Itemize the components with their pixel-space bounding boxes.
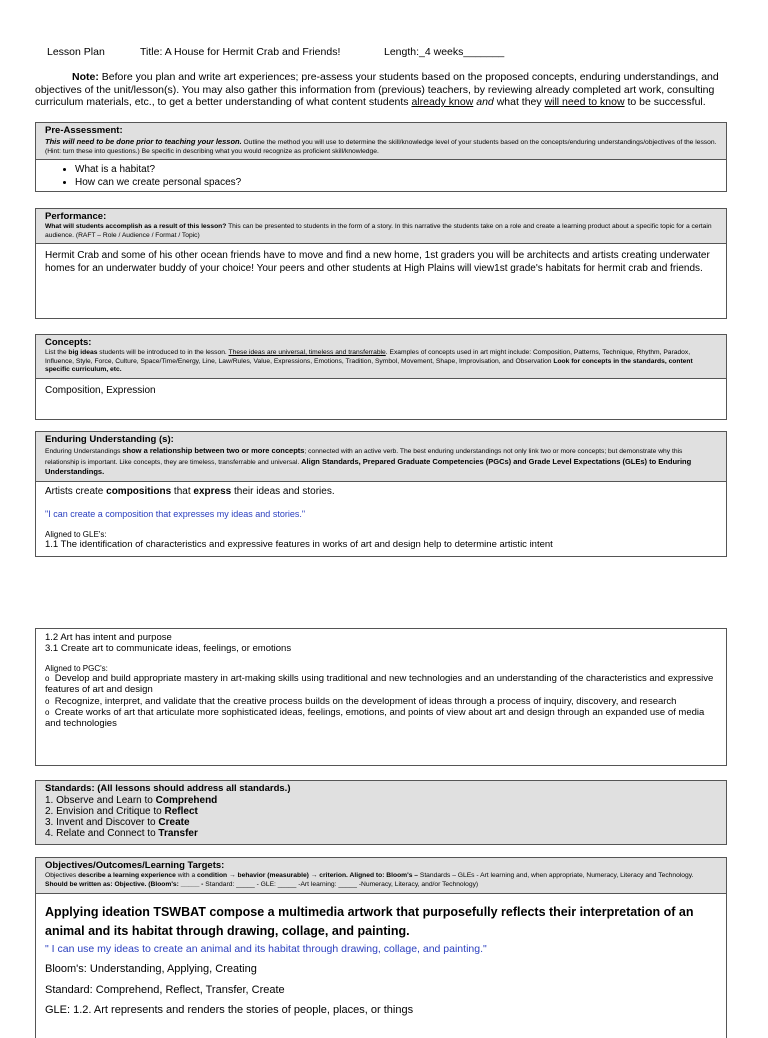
pre-assessment-description: This will need to be done prior to teaching your lesson. Outline the method you will use to determine the skill/knowledge level of your students based on the concepts/enduring understandings/objectives of the lesson. (Hint: turn these into questions.) Be specific in describing what you would recognize as proficient skill/knowledge.	[45, 136, 717, 155]
concepts-description: List the big ideas students will be introduced to in the lesson. These ideas are universal, timeless and transferrable. Examples of concepts used in art might include: Composition, Patterns, Technique, Rhythm, Paradox, Influence, Style, Force, Culture, Space/Time/Energy, Line, Law/Rules, Value, Expressions, Emotions, Tradition, Symbol, Movement, Shape, Improvisation, and Observation Look for concepts in the standards, content specific curriculum, etc.	[45, 348, 693, 374]
pre-assessment-title: Pre-Assessment:	[45, 125, 123, 136]
note-and: and	[473, 96, 497, 109]
standard-item: 1. Observe and Learn to Comprehend	[45, 794, 218, 806]
standard-item: 3. Invent and Discover to Create	[45, 816, 190, 828]
standards-content	[36, 781, 726, 844]
pgc-item: o Develop and build appropriate mastery in art-making skills using traditional and new technologies and an understanding of the characteristics and expressive features of art and design	[45, 672, 714, 696]
objectives-title: Objectives/Outcomes/Learning Targets:	[45, 860, 225, 871]
performance-header	[36, 209, 726, 244]
concepts-text: Composition, Expression	[45, 385, 156, 397]
enduring-title: Enduring Understanding (s):	[45, 434, 174, 445]
enduring-understanding-section	[35, 431, 727, 557]
objectives-section	[35, 857, 727, 1038]
note-end: to be successful.	[624, 96, 706, 109]
standards-section	[35, 780, 727, 845]
note-text: Before you plan and write art experiences; pre-assess your students based on the proposed concepts, enduring understandings, and objectives of the unit/lesson(s). You may also gather this information from (previous) teachers, by reviewing already completed art work, consulting curriculum materials, etc., to get a better understanding of what content students	[35, 71, 719, 109]
concepts-section	[35, 334, 727, 420]
performance-title: Performance:	[45, 211, 107, 222]
objective-gle: GLE: 1.2. Art represents and renders the stories of people, places, or things	[45, 1004, 414, 1017]
aligned-gle-label: Aligned to GLE's:	[45, 529, 107, 539]
objective-main: Applying ideation TSWBAT compose a multimedia artwork that purposefully reflects their interpretation of an animal and its habitat through drawing, collage, and painting.	[45, 905, 694, 939]
objectives-body	[36, 894, 726, 1021]
concepts-title: Concepts:	[45, 337, 92, 348]
standards-title: Standards: (All lessons should address all standards.)	[45, 783, 291, 794]
pgc-item: o Create works of art that articulate more sophisticated ideas, feelings, emotions, and points of view about art and design through an expanded use of media and technologies	[45, 706, 705, 730]
performance-section	[35, 208, 727, 319]
objectives-header	[36, 858, 726, 894]
concepts-body	[36, 379, 726, 419]
pre-assessment-header	[36, 123, 726, 160]
aligned-pgc-label: Aligned to PGC's:	[45, 663, 108, 673]
enduring-statement: Artists create compositions that express their ideas and stories.	[45, 486, 335, 498]
gle-3-1: 3.1 Create art to communicate ideas, feelings, or emotions	[45, 643, 292, 655]
standard-item: 4. Relate and Connect to Transfer	[45, 827, 198, 839]
note-already-know: already know	[411, 96, 474, 109]
performance-description: What will students accomplish as a result of this lesson? This can be presented to students in the form of a story. In this narrative the students take on a role and create a learning product about a specific topic for a certain audience. (RAFT – Role / Audience / Format / Topic)	[45, 222, 712, 239]
note-need-to-know: will need to know	[544, 96, 625, 109]
pgc-item: o Recognize, interpret, and validate that the creative process builds on the development of ideas through a process of inquiry, discovery, and research	[45, 695, 677, 707]
objective-i-can: " I can use my ideas to create an animal and its habitat through drawing, collage, and painting."	[45, 942, 487, 955]
lesson-length: Length:_4 weeks_______	[384, 46, 505, 58]
standard-item: 2. Envision and Critique to Reflect	[45, 805, 198, 817]
enduring-body	[36, 482, 726, 556]
concepts-header	[36, 335, 726, 379]
gle-pgc-continuation	[35, 628, 727, 766]
objective-blooms: Bloom's: Understanding, Applying, Creating	[45, 963, 257, 976]
continuation-body	[36, 629, 726, 734]
gle-1-2: 1.2 Art has intent and purpose	[45, 632, 172, 643]
note-what-they: what they	[496, 96, 545, 109]
list-item: • How can we create personal spaces?	[75, 176, 717, 189]
enduring-description: Enduring Understandings show a relationship between two or more concepts; connected with an active verb. The best enduring understandings not only link two or more concepts; but demonstrate why this relationship is important. Like concepts, they are timeless, transferrable and universal. Align Standards, Prepared Graduate Competencies (PGCs) and Grade Level Expectations (GLEs) to Enduring Understandings.	[45, 445, 692, 477]
note-paragraph	[35, 71, 733, 109]
enduring-i-can: "I can create a composition that expresses my ideas and stories."	[45, 508, 306, 519]
pre-assessment-list	[45, 163, 717, 189]
objective-standard: Standard: Comprehend, Reflect, Transfer, Create	[45, 983, 285, 996]
lesson-title: Title: A House for Hermit Crab and Friends!	[140, 46, 341, 58]
lesson-plan-label: Lesson Plan	[47, 46, 105, 58]
objectives-description: Objectives describe a learning experience with a condition → behavior (measurable) → criterion. Aligned to: Bloom's – Standards – GLEs - Art learning and, when appropriate, Numeracy, Literacy and Technology. Should be written as: Objective. (Bloom's: _____ - Standard: _____ - GLE: _____ -Art learning: _____ -Numeracy, Literacy, and/or Technology)	[45, 871, 694, 888]
performance-body	[36, 244, 726, 318]
pre-assessment-body	[36, 160, 726, 191]
pre-assessment-section	[35, 122, 727, 192]
gle-1-1: 1.1 The identification of characteristics and expressive features in works of art and design help to determine artistic intent	[45, 538, 553, 550]
enduring-header	[36, 432, 726, 482]
performance-text: Hermit Crab and some of his other ocean friends have to move and find a new home, 1st graders you will be architects and artists creating underwater homes for an underwater buddy of your choice! Your peers and other students at High Plains will view1st grade's habitats for hermit crab and friends.	[45, 250, 710, 274]
list-item: • What is a habitat?	[75, 163, 717, 176]
note-label: Note:	[72, 71, 99, 83]
